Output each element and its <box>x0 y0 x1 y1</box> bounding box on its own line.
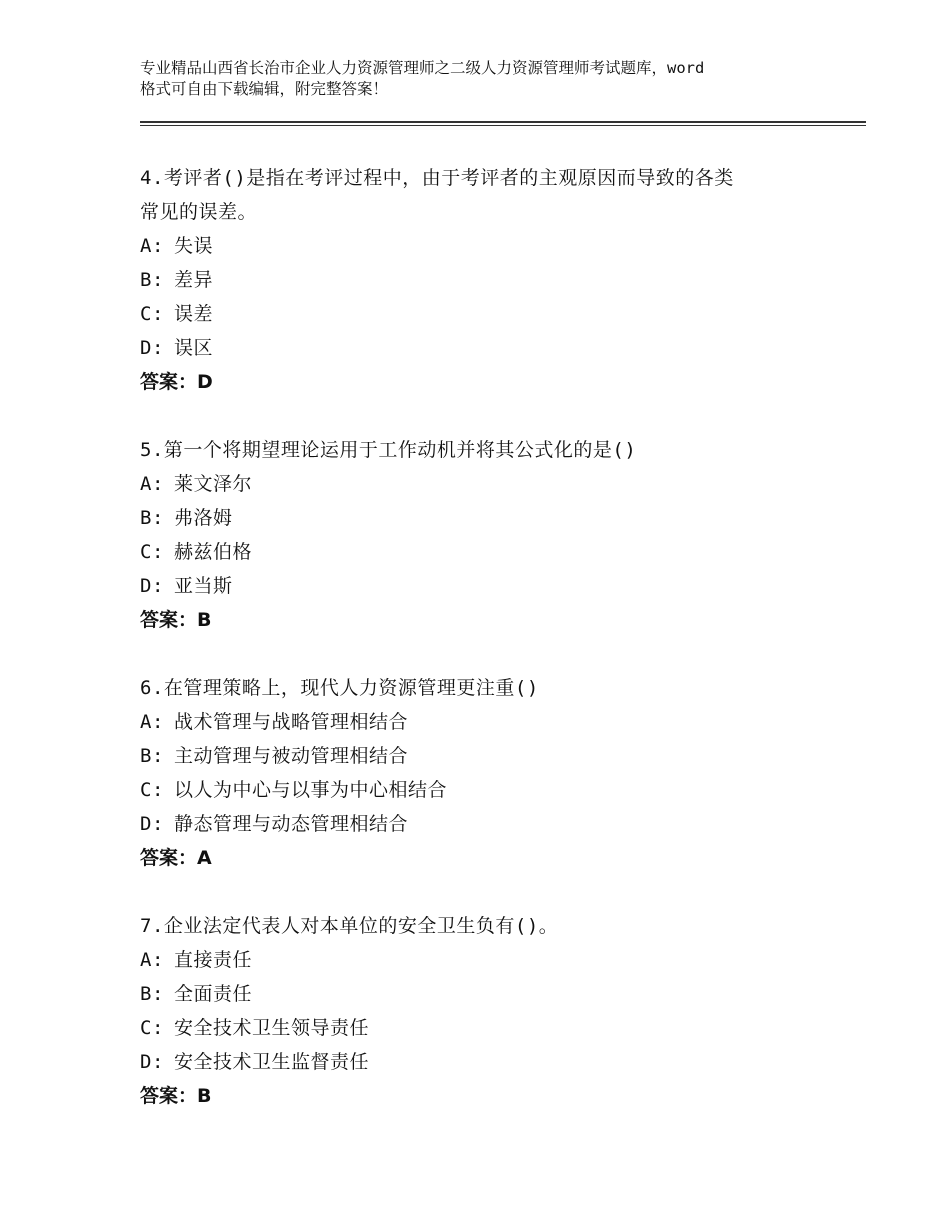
answer-line: 答案：B <box>140 609 212 631</box>
header-line-1: 专业精品山西省长治市企业人力资源管理师之二级人力资源管理师考试题库，word <box>140 59 705 77</box>
option-key: C: <box>140 779 164 801</box>
question-text: 7.企业法定代表人对本单位的安全卫生负有()。 <box>140 915 559 937</box>
option-text: 安全技术卫生监督责任 <box>174 1051 370 1073</box>
question-5 <box>140 433 840 637</box>
option-key: C: <box>140 1017 164 1039</box>
option-text: 失误 <box>174 235 214 257</box>
option-key: C: <box>140 303 164 325</box>
option-d <box>140 807 840 841</box>
option-text: 误差 <box>174 303 214 325</box>
option-b <box>140 977 840 1011</box>
option-key: B: <box>140 269 164 291</box>
option-text: 莱文泽尔 <box>174 473 253 495</box>
header-divider-thin <box>140 125 866 126</box>
option-text: 误区 <box>174 337 214 359</box>
option-c <box>140 773 840 807</box>
option-text: 静态管理与动态管理相结合 <box>174 813 409 835</box>
option-text: 赫兹伯格 <box>174 541 253 563</box>
option-b <box>140 263 840 297</box>
option-c <box>140 535 840 569</box>
option-key: A: <box>140 711 164 733</box>
option-text: 全面责任 <box>174 983 253 1005</box>
option-text: 安全技术卫生领导责任 <box>174 1017 370 1039</box>
option-c <box>140 1011 840 1045</box>
option-text: 亚当斯 <box>174 575 233 597</box>
question-list <box>140 161 840 1147</box>
question-7 <box>140 909 840 1113</box>
question-4 <box>140 161 840 399</box>
option-text: 战术管理与战略管理相结合 <box>174 711 409 733</box>
option-text: 弗洛姆 <box>174 507 233 529</box>
option-key: D: <box>140 1051 164 1073</box>
option-key: D: <box>140 575 164 597</box>
answer-line: 答案：B <box>140 1085 212 1107</box>
question-text: 6.在管理策略上，现代人力资源管理更注重() <box>140 677 539 699</box>
option-key: B: <box>140 745 164 767</box>
question-6 <box>140 671 840 875</box>
option-a <box>140 705 840 739</box>
option-text: 主动管理与被动管理相结合 <box>174 745 409 767</box>
option-key: A: <box>140 949 164 971</box>
option-text: 直接责任 <box>174 949 253 971</box>
option-d <box>140 331 840 365</box>
option-c <box>140 297 840 331</box>
header-divider-thick <box>140 121 866 123</box>
option-b <box>140 739 840 773</box>
option-key: D: <box>140 813 164 835</box>
option-key: C: <box>140 541 164 563</box>
option-key: A: <box>140 235 164 257</box>
question-text: 4.考评者()是指在考评过程中，由于考评者的主观原因而导致的各类 <box>140 167 734 189</box>
answer-line: 答案：A <box>140 847 212 869</box>
option-text: 差异 <box>174 269 214 291</box>
question-text: 5.第一个将期望理论运用于工作动机并将其公式化的是() <box>140 439 637 461</box>
answer-line: 答案：D <box>140 371 213 393</box>
option-key: B: <box>140 983 164 1005</box>
option-key: B: <box>140 507 164 529</box>
option-a <box>140 229 840 263</box>
option-d <box>140 569 840 603</box>
option-b <box>140 501 840 535</box>
option-key: D: <box>140 337 164 359</box>
option-text: 以人为中心与以事为中心相结合 <box>174 779 448 801</box>
header-line-2: 格式可自由下载编辑，附完整答案！ <box>140 80 389 98</box>
option-a <box>140 943 840 977</box>
option-key: A: <box>140 473 164 495</box>
option-d <box>140 1045 840 1079</box>
question-text-continued: 常见的误差。 <box>140 201 258 223</box>
option-a <box>140 467 840 501</box>
document-header <box>140 58 840 100</box>
